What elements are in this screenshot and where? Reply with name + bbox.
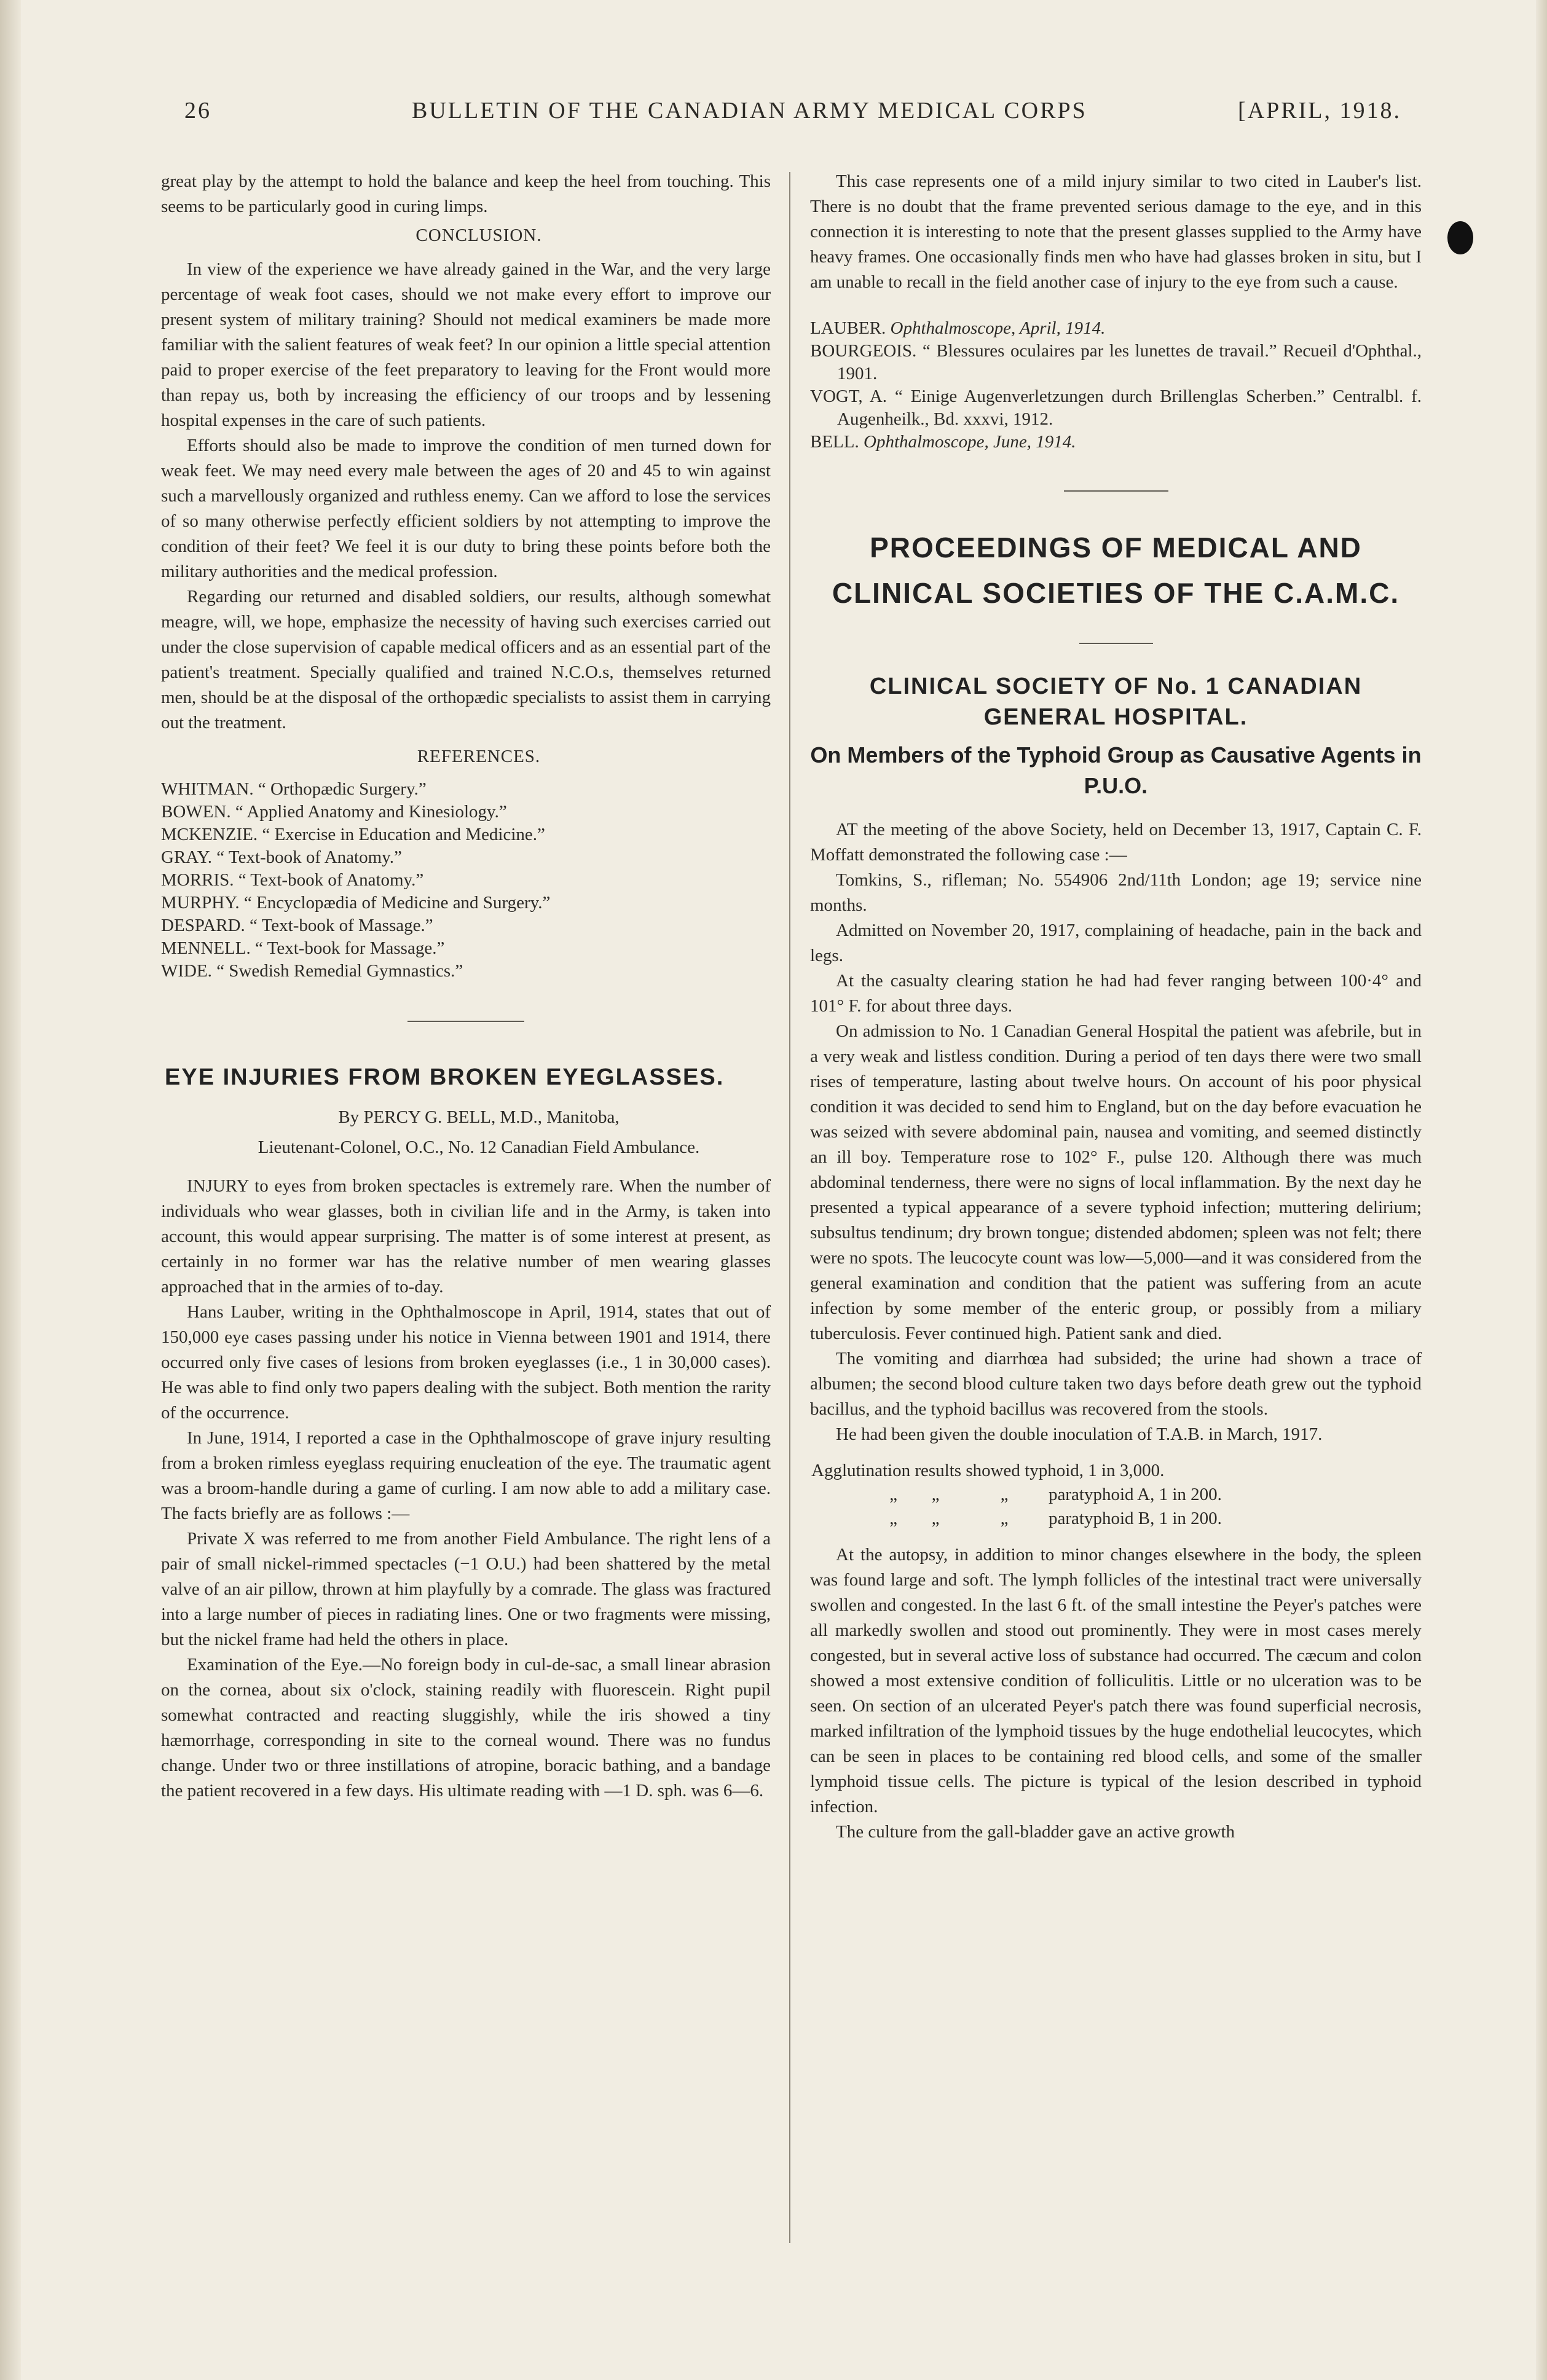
case-paragraph: On admission to No. 1 Canadian General Hospital the patient was afebrile, but in a very weak and listless condition. During a period of ten days there were two small rises of temperature, lasting about twelve hours. On account of his poor physical condition it was decided to send him to England, but on the day before evacuation he was seized with severe abdominal pain, nausea and vomiting, and seemed distinctly an ill boy. Temperature rose to 102° F., pulse 120. Although there was much abdominal tenderness, there were no signs of local inflammation. By the next day he presented a typical appearance of a severe typhoid infection; muttering delirium; subsultus tendinum; dry brown tongue; distended abdomen; spleen was not felt; there were no spots. The leucocyte count was low—5,000—and it was considered from the general examination and condition that the patient was suffering from an acute infection by some member of the enteric group, or possibly from a miliary tuberculosis. Fever continued high. Patient sank and died. xyxy=(810,1021,1422,1343)
reference-author: WHITMAN. xyxy=(161,779,254,799)
byline xyxy=(161,1105,771,1130)
reference-work: “ Text-book of Anatomy.” xyxy=(216,847,402,867)
article-heading: EYE INJURIES FROM BROKEN EYEGLASSES. xyxy=(165,1064,725,1090)
left-column xyxy=(161,169,771,1804)
issue-date: [APRIL, 1918. xyxy=(1238,98,1401,124)
reference-item xyxy=(810,385,1422,431)
case-paragraph: Admitted on November 20, 1917, complaining of headache, pain in the back and legs. xyxy=(810,921,1422,965)
case-paragraph: Tomkins, S., rifleman; No. 554906 2nd/11th London; age 19; service nine months. xyxy=(810,870,1422,915)
ditto-mark: „ xyxy=(1000,1485,1009,1504)
reference-work: “ Encyclopædia of Medicine and Surgery.” xyxy=(243,893,551,913)
page-edge xyxy=(1536,0,1547,2380)
article-paragraph: Hans Lauber, writing in the Ophthalmoscope in April, 1914, states that out of 150,000 eye cases passing under his notice in Vienna between 1901 and 1914, there occurred only five cases of lesions from broken eyeglasses (i.e., 1 in 30,000 cases). He was able to find only two papers dealing with the subject. Both mention the rarity of the occurrence. xyxy=(161,1302,771,1423)
case-paragraph: AT the meeting of the above Society, held on December 13, 1917, Captain C. F. Moffatt demonstrated the following case :— xyxy=(810,820,1422,865)
agglutination-row xyxy=(811,1483,1222,1506)
reference-item xyxy=(161,960,771,983)
article-paragraph: INJURY to eyes from broken spectacles is extremely rare. When the number of individuals who wear glasses, both in civilian life and in the Army, is taken into account, this would appear surprising. The matter is of some interest at present, as certainly in no former war has the relative number of men wearing glasses approached that in the armies of to-day. xyxy=(161,1176,771,1297)
reference-item xyxy=(161,801,771,823)
reference-item xyxy=(810,317,1422,340)
ditto-mark: „ xyxy=(1000,1509,1009,1528)
case-paragraph: At the autopsy, in addition to minor changes elsewhere in the body, the spleen was found large and soft. The lymph follicles of the intestinal tract were universally swollen and congested. In the last 6 ft. of the small intestine the Peyer's patches were all markedly swollen and stood out prominently. They were in most cases merely congested, but in several active loss of substance had occurred. The cæcum and colon showed a most extensive condition of folliculitis. Little or no ulceration was to be seen. On section of an ulcerated Peyer's patch there was found superficial necrosis, marked infiltration of the lymphoid tissues by the huge endothelial leucocytes, which can be seen in places to be containing red blood cells, and some of the smaller lymphoid tissue cells. The picture is typical of the lesion described in typhoid infection. xyxy=(810,1545,1422,1816)
reference-author: GRAY. xyxy=(161,847,213,867)
reference-work: “ Text-book for Massage.” xyxy=(255,938,445,958)
agglutination-cell: paratyphoid B, 1 in 200. xyxy=(1049,1509,1222,1528)
reference-item xyxy=(161,892,771,914)
reference-author: VOGT, A. xyxy=(810,387,888,406)
conclusion-paragraph: Regarding our returned and disabled soldiers, our results, although somewhat meagre, will, we hope, emphasize the necessity of having such exercises carried out under the close supervision of capable medical officers and as an essential part of the patient's treatment. Specially qualified and trained N.C.O.s, themselves returned men, should be at the disposal of the orthopædic specialists to assist them in carrying out the treatment. xyxy=(161,587,771,732)
column-divider xyxy=(789,172,790,2243)
clinical-society-heading: CLINICAL SOCIETY OF No. 1 CANADIAN GENERAL HOSPITAL. xyxy=(869,674,1363,730)
ditto-mark: „ xyxy=(931,1509,940,1528)
reference-work: “ Orthopædic Surgery.” xyxy=(258,779,427,799)
reference-author: WIDE. xyxy=(161,961,212,981)
reference-work: “ Text-book of Anatomy.” xyxy=(238,870,424,890)
article-paragraph: Private X was referred to me from another Field Ambulance. The right lens of a pair of small nickel-rimmed spectacles (−1 O.U.) had been shattered by the metal valve of an air pillow, thrown at him playfully by a comrade. The glass was fractured into a large number of pieces in radiating lines. One or two fragments were missing, but the nickel frame had held the others in place. xyxy=(161,1529,771,1649)
reference-item xyxy=(161,869,771,892)
reference-item xyxy=(161,846,771,869)
reference-item xyxy=(161,823,771,846)
reference-author: LAUBER. xyxy=(810,318,886,338)
page-number: 26 xyxy=(184,98,211,124)
byline-prefix: By xyxy=(338,1107,360,1127)
ditto-mark: „ xyxy=(889,1485,897,1504)
reference-list xyxy=(810,317,1422,454)
reference-work: “ Applied Anatomy and Kinesiology.” xyxy=(235,802,507,822)
agglutination-cell: Agglutination results showed typhoid, 1 in 3,000. xyxy=(811,1461,1165,1480)
reference-author: MENNELL. xyxy=(161,938,251,958)
references-heading: REFERENCES. xyxy=(417,747,541,766)
case-paragraph: At the casualty clearing station he had had fever ranging between 100·4° and 101° F. for about three days. xyxy=(810,971,1422,1016)
reference-work: “ Einige Augenverletzungen durch Brillenglas Scherben.” Centralbl. f. Augenheilk., Bd. xxxvi, 1912. xyxy=(837,387,1422,429)
reference-list xyxy=(161,778,771,983)
ditto-mark: „ xyxy=(931,1485,940,1504)
reference-work: Ophthalmoscope, June, 1914. xyxy=(864,432,1076,452)
agglutination-table xyxy=(810,1458,1223,1531)
reference-item xyxy=(161,778,771,801)
reference-item xyxy=(810,340,1422,385)
reference-author: MCKENZIE. xyxy=(161,825,258,844)
byline-rank: Lieutenant-Colonel, O.C., No. 12 Canadian Field Ambulance. xyxy=(258,1137,700,1157)
byline-author: PERCY G. BELL, xyxy=(363,1107,496,1127)
ink-blot xyxy=(1447,221,1473,254)
reference-author: DESPARD. xyxy=(161,916,245,935)
reference-work: Ophthalmoscope, April, 1914. xyxy=(890,318,1106,338)
reference-item xyxy=(161,937,771,960)
reference-author: MURPHY. xyxy=(161,893,240,913)
reference-item xyxy=(810,431,1422,454)
agglutination-row xyxy=(811,1507,1222,1530)
case-paragraph: The culture from the gall-bladder gave an active growth xyxy=(836,1822,1235,1842)
case-paragraph: He had been given the double inoculation of T.A.B. in March, 1917. xyxy=(836,1424,1323,1444)
running-header xyxy=(184,97,1401,134)
reference-work: “ Exercise in Education and Medicine.” xyxy=(262,825,545,844)
section-rule xyxy=(1064,490,1168,492)
conclusion-paragraph: Efforts should also be made to improve the condition of men turned down for weak feet. We may need every male between the ages of 20 and 45 to win against such a marvellously organized and ruthless enemy. Can we afford to lose the services of so many otherwise perfectly efficient soldiers by not attempting to improve the condition of their feet? We feel it is our duty to bring these points before both the military authorities and the medical profession. xyxy=(161,436,771,581)
agglutination-row xyxy=(811,1459,1222,1482)
reference-author: MORRIS. xyxy=(161,870,234,890)
agglutination-cell: paratyphoid A, 1 in 200. xyxy=(1049,1485,1222,1504)
proceedings-heading: PROCEEDINGS OF MEDICAL AND CLINICAL SOCIETIES OF THE C.A.M.C. xyxy=(832,532,1400,609)
byline-rest: M.D., Manitoba, xyxy=(500,1107,620,1127)
conclusion-paragraph: In view of the experience we have already gained in the War, and the very large percentage of weak foot cases, should we not make every effort to improve our present system of military training? Should not medical examiners be made more familiar with the salient features of weak feet? In our opinion a little special attention paid to proper exercise of the feet preparatory to leaving for the Front would more than repay us, both by increasing the efficiency of our troops and by lessening hospital expenses in the care of such patients. xyxy=(161,259,771,430)
section-rule xyxy=(1079,643,1153,644)
reference-work: “ Text-book of Massage.” xyxy=(249,916,433,935)
reference-author: BOWEN. xyxy=(161,802,231,822)
case-paragraph: This case represents one of a mild injury similar to two cited in Lauber's list. There is no doubt that the frame prevented serious damage to the eye, and in this connection it is interesting to note that the present glasses supplied to the Army have heavy frames. One occasionally finds men who have had glasses broken in situ, but I am unable to recall in the field another case of injury to the eye from such a cause. xyxy=(810,171,1422,292)
reference-work: “ Swedish Remedial Gymnastics.” xyxy=(216,961,463,981)
article-paragraph: In June, 1914, I reported a case in the Ophthalmoscope of grave injury resulting from a broken rimless eyeglass requiring enucleation of the eye. The traumatic agent was a broom-handle during a game of curling. I am now able to add a military case. The facts briefly are as follows :— xyxy=(161,1428,771,1523)
ditto-mark: „ xyxy=(889,1509,897,1528)
journal-title: BULLETIN OF THE CANADIAN ARMY MEDICAL CORPS xyxy=(412,98,1087,124)
reference-author: BELL. xyxy=(810,432,859,452)
case-paragraph: The vomiting and diarrhœa had subsided; the urine had shown a trace of albumen; the second blood culture taken two days before death grew out the typhoid bacillus, and the typhoid bacillus was recovered from the stools. xyxy=(810,1349,1422,1419)
intro-paragraph: great play by the attempt to hold the balance and keep the heel from touching. This seems to be particularly good in curing limps. xyxy=(161,171,771,216)
article-paragraph: Examination of the Eye.—No foreign body in cul-de-sac, a small linear abrasion on the cornea, about six o'clock, staining readily with fluorescein. Right pupil somewhat contracted and reacting sluggishly, while the iris showed a tiny hæmorrhage, corresponding in site to the corneal wound. There was no fundus change. Under two or three instillations of atropine, boracic bathing, and a bandage the patient recovered in a few days. His ultimate reading with —1 D. sph. was 6—6. xyxy=(161,1655,771,1801)
conclusion-heading: CONCLUSION. xyxy=(415,226,542,245)
reference-item xyxy=(161,914,771,937)
typhoid-heading: On Members of the Typhoid Group as Causative Agents in P.U.O. xyxy=(810,742,1422,798)
right-column xyxy=(810,169,1422,1845)
reference-author: BOURGEOIS. xyxy=(810,341,917,361)
section-rule xyxy=(407,1021,524,1022)
reference-work: “ Blessures oculaires par les lunettes de travail.” Recueil d'Ophthal., 1901. xyxy=(837,341,1422,383)
binding-edge xyxy=(0,0,21,2380)
